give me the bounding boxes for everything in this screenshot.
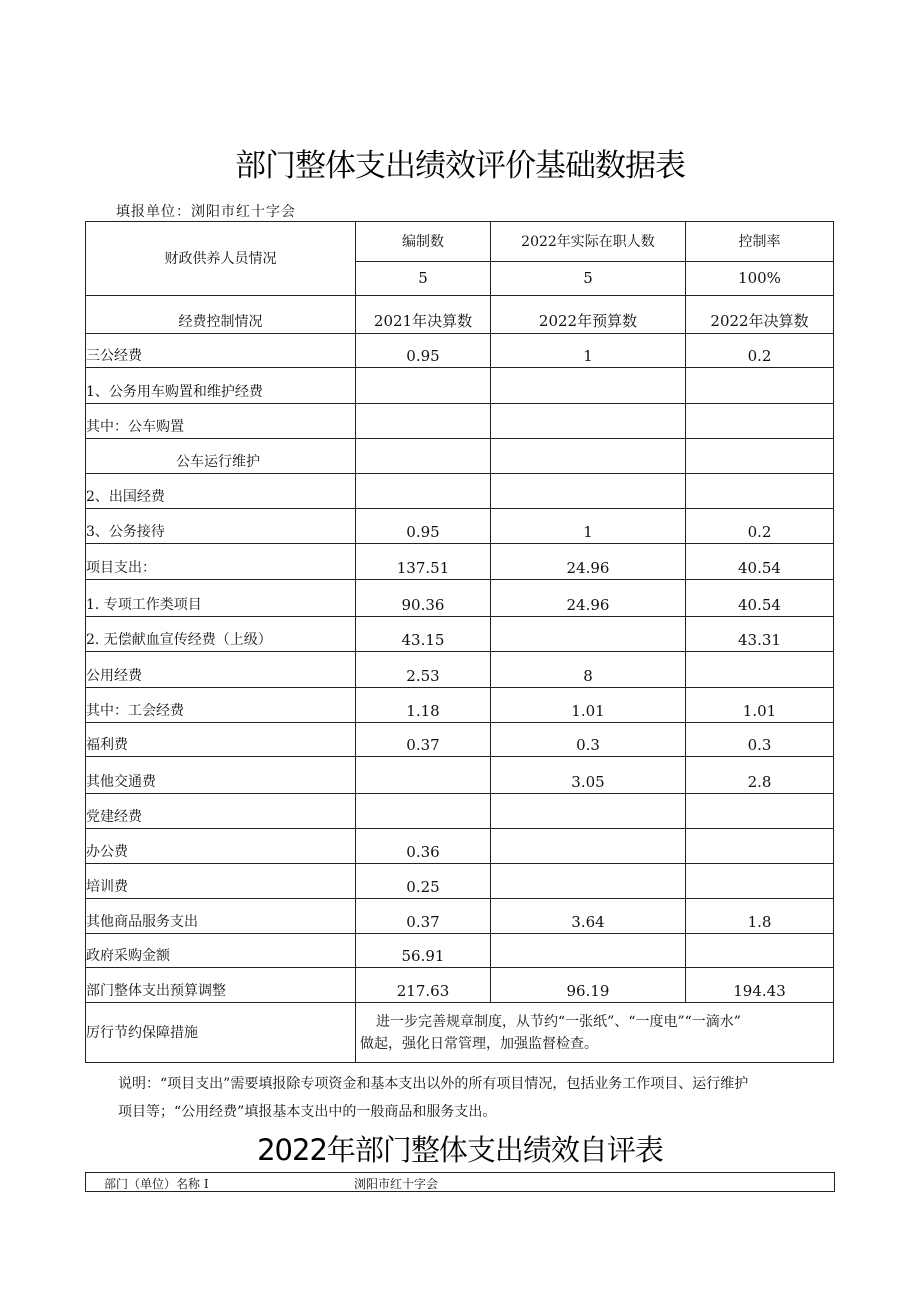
row-value-2022-final: 40.54	[686, 580, 834, 617]
row-value-2022-budget	[491, 617, 686, 652]
row-value-2022-final: 0.3	[686, 723, 834, 757]
note-line-1: 说明：“项目支出”需要填报除专项资金和基本支出以外的所有项目情况，包括业务工作项目、运行维护	[118, 1076, 749, 1092]
row-value-2022-final: 2.8	[686, 757, 834, 794]
row-value-2021: 90.36	[356, 580, 491, 617]
row-value-2022-final: 0.2	[686, 509, 834, 544]
row-value-2021	[356, 404, 491, 439]
staff-value-rate: 100%	[686, 262, 834, 296]
budget-header-col-2022-final: 2022年决算数	[686, 296, 834, 334]
row-label: 2. 无偿献血宣传经费（上级）	[86, 617, 356, 652]
staff-value-actual: 5	[491, 262, 686, 296]
row-value-2022-final	[686, 864, 834, 899]
row-value-2022-budget: 24.96	[491, 580, 686, 617]
row-value-2022-budget: 0.3	[491, 723, 686, 757]
row-value-2021: 0.36	[356, 829, 491, 864]
row-value-2022-budget	[491, 864, 686, 899]
row-label: 三公经费	[86, 334, 356, 368]
staff-header-rate: 控制率	[686, 222, 834, 262]
row-value-2022-budget	[491, 404, 686, 439]
measures-label: 厉行节约保障措施	[86, 1003, 356, 1063]
row-value-2022-final	[686, 829, 834, 864]
table-note	[118, 1070, 838, 1126]
row-label: 政府采购金额	[86, 934, 356, 968]
row-value-2021: 0.95	[356, 334, 491, 368]
fill-unit: 填报单位：浏阳市红十字会	[116, 204, 296, 220]
dept-name-label: 部门（单位）名称 I	[104, 1177, 209, 1191]
row-label: 办公费	[86, 829, 356, 864]
row-label: 其中：公车购置	[86, 404, 356, 439]
row-value-2021: 0.95	[356, 509, 491, 544]
budget-header-label: 经费控制情况	[86, 296, 356, 334]
row-value-2022-final	[686, 474, 834, 509]
row-value-2022-budget: 96.19	[491, 968, 686, 1003]
row-value-2021	[356, 439, 491, 474]
row-value-2022-final	[686, 652, 834, 688]
measures-text	[356, 1003, 834, 1063]
row-value-2022-final: 194.43	[686, 968, 834, 1003]
staff-header-quota: 编制数	[356, 222, 491, 262]
row-value-2021: 2.53	[356, 652, 491, 688]
row-label: 其他商品服务支出	[86, 899, 356, 934]
row-value-2021: 137.51	[356, 544, 491, 580]
row-value-2021: 217.63	[356, 968, 491, 1003]
dept-name-value: 浏阳市红十字会	[354, 1177, 439, 1191]
row-value-2021: 0.37	[356, 723, 491, 757]
row-value-2022-budget	[491, 794, 686, 829]
row-value-2022-final	[686, 368, 834, 404]
basic-data-table	[85, 221, 834, 1063]
row-value-2021: 1.18	[356, 688, 491, 723]
row-label: 党建经费	[86, 794, 356, 829]
self-evaluation-title: 2022年部门整体支出绩效自评表	[257, 1133, 663, 1167]
row-value-2022-final: 43.31	[686, 617, 834, 652]
row-value-2021	[356, 368, 491, 404]
row-value-2022-budget: 1.01	[491, 688, 686, 723]
row-value-2022-final: 1.8	[686, 899, 834, 934]
row-value-2022-budget	[491, 368, 686, 404]
row-label: 其中：工会经费	[86, 688, 356, 723]
dept-name-row	[85, 1172, 835, 1192]
row-value-2021: 0.25	[356, 864, 491, 899]
row-label: 公用经费	[86, 652, 356, 688]
row-label: 公车运行维护	[86, 439, 356, 474]
row-value-2022-final	[686, 439, 834, 474]
row-value-2022-final: 1.01	[686, 688, 834, 723]
measures-line-2: 做起，强化日常管理，加强监督检查。	[360, 1035, 598, 1052]
row-value-2021: 0.37	[356, 899, 491, 934]
row-value-2022-budget	[491, 934, 686, 968]
row-value-2021	[356, 757, 491, 794]
row-value-2021	[356, 474, 491, 509]
row-value-2022-budget	[491, 439, 686, 474]
row-value-2022-budget: 8	[491, 652, 686, 688]
row-label: 培训费	[86, 864, 356, 899]
row-label: 福利费	[86, 723, 356, 757]
page-title: 部门整体支出绩效评价基础数据表	[235, 148, 685, 184]
row-value-2022-budget: 24.96	[491, 544, 686, 580]
row-label: 1. 专项工作类项目	[86, 580, 356, 617]
staff-header-actual: 2022年实际在职人数	[491, 222, 686, 262]
measures-line-1: 进一步完善规章制度，从节约“一张纸”、“一度电”“一滴水”	[376, 1013, 741, 1030]
row-value-2022-budget	[491, 829, 686, 864]
staff-value-quota: 5	[356, 262, 491, 296]
row-value-2022-budget: 1	[491, 509, 686, 544]
row-value-2022-budget: 1	[491, 334, 686, 368]
row-value-2021: 43.15	[356, 617, 491, 652]
row-value-2022-final	[686, 404, 834, 439]
row-value-2021: 56.91	[356, 934, 491, 968]
row-label: 其他交通费	[86, 757, 356, 794]
note-line-2: 项目等；“公用经费”填报基本支出中的一般商品和服务支出。	[118, 1104, 497, 1120]
row-label: 项目支出：	[86, 544, 356, 580]
row-label: 3、公务接待	[86, 509, 356, 544]
row-value-2022-final: 0.2	[686, 334, 834, 368]
row-value-2021	[356, 794, 491, 829]
row-value-2022-budget: 3.64	[491, 899, 686, 934]
row-value-2022-budget	[491, 474, 686, 509]
budget-header-col-2021-final: 2021年决算数	[356, 296, 491, 334]
row-value-2022-final: 40.54	[686, 544, 834, 580]
row-label: 1、公务用车购置和维护经费	[86, 368, 356, 404]
row-label: 部门整体支出预算调整	[86, 968, 356, 1003]
staff-label: 财政供养人员情况	[86, 222, 356, 296]
row-value-2022-final	[686, 794, 834, 829]
row-value-2022-final	[686, 934, 834, 968]
row-label: 2、出国经费	[86, 474, 356, 509]
row-value-2022-budget: 3.05	[491, 757, 686, 794]
budget-header-col-2022-budget: 2022年预算数	[491, 296, 686, 334]
